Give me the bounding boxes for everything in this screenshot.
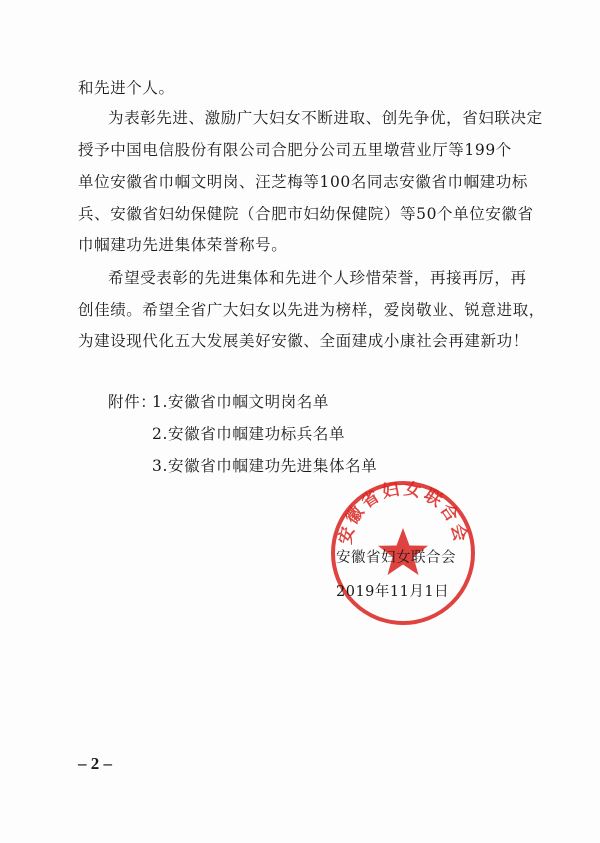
- body-line: 单位安徽省巾帼文明岗、汪芝梅等100名同志安徽省巾帼建功标: [78, 173, 528, 191]
- body-line: 希望受表彰的先进集体和先进个人珍惜荣誉，再接再厉，再: [108, 269, 527, 287]
- body-line: 授予中国电信股份有限公司合肥分公司五里墩营业厅等199个: [78, 141, 512, 159]
- attachment-label: 附件：: [108, 393, 157, 411]
- body-line: 为建设现代化五大发展美好安徽、全面建成小康社会再建新功！: [78, 332, 529, 350]
- seal-text: 安徽省妇女联合会: [335, 479, 471, 547]
- body-line: 兵、安徽省妇幼保健院（合肥市妇幼保健院）等50个单位安徽省: [78, 205, 534, 223]
- page-number: – 2 –: [78, 754, 112, 773]
- signature-date: 2019年11月1日: [336, 584, 450, 600]
- signature-org: 安徽省妇女联合会: [336, 550, 456, 566]
- body-line: 创佳绩。希望全省广大妇女以先进为榜样，爱岗敬业、锐意进取，: [78, 301, 545, 319]
- attachment-item: 2.安徽省巾帼建功标兵名单: [152, 425, 346, 443]
- body-line: 和先进个人。: [78, 79, 175, 97]
- attachment-item: 3.安徽省巾帼建功先进集体名单: [152, 457, 378, 475]
- body-line: 为表彰先进、激励广大妇女不断进取、创先争优，省妇联决定: [108, 109, 543, 127]
- attachment-item: 1.安徽省巾帼文明岗名单: [152, 393, 329, 411]
- body-line: 巾帼建功先进集体荣誉称号。: [78, 236, 288, 254]
